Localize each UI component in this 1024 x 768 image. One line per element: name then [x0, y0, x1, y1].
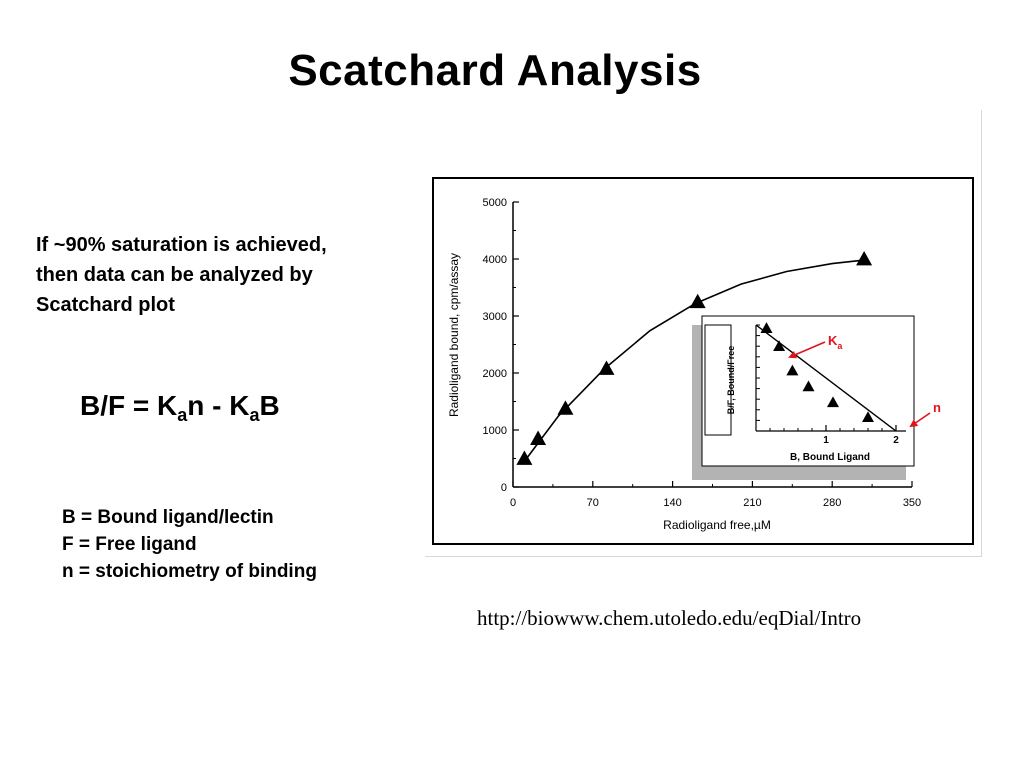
- y-axis-label: Radioligand bound, cpm/assay: [447, 252, 461, 418]
- x-tick-label: 280: [823, 497, 842, 509]
- binding-chart: [425, 110, 981, 556]
- y-tick-label: 4000: [482, 254, 507, 266]
- inset-x-axis-label: B, Bound Ligand: [790, 452, 870, 463]
- inset-x-tick-label: 2: [893, 435, 899, 446]
- scatchard-equation: [80, 390, 280, 426]
- inset-x-tick-label: 1: [823, 435, 829, 446]
- equation-part: B/F = K: [80, 390, 178, 421]
- definitions-list: [62, 504, 317, 585]
- y-tick-label: 3000: [482, 311, 507, 323]
- equation-subscript: a: [249, 405, 260, 425]
- ka-annotation-text: K: [828, 333, 838, 348]
- intro-line: then data can be analyzed by: [36, 264, 313, 286]
- intro-line: Scatchard plot: [36, 294, 175, 316]
- y-tick-label: 2000: [482, 368, 507, 380]
- definition-item: n = stoichiometry of binding: [62, 561, 317, 582]
- inset-y-axis-label: B/F, Bound/Free: [726, 345, 736, 415]
- x-tick-label: 70: [586, 497, 599, 509]
- equation-part: B: [259, 390, 280, 421]
- source-url: http://biowww.chem.utoledo.edu/eqDial/Intro: [477, 606, 862, 630]
- y-tick-label: 1000: [482, 425, 507, 437]
- figure-panel: [425, 110, 982, 557]
- x-tick-label: 0: [509, 497, 517, 509]
- x-tick-label: 350: [902, 497, 922, 509]
- equation-subscript: a: [177, 405, 188, 425]
- intro-text: [36, 230, 426, 320]
- slide-title: Scatchard Analysis: [288, 46, 702, 95]
- equation-part: n - K: [187, 390, 250, 421]
- intro-line: If ~90% saturation is achieved,: [36, 234, 327, 256]
- definition-item: F = Free ligand: [62, 534, 197, 555]
- x-tick-label: 210: [743, 497, 762, 509]
- y-tick-label: 0: [500, 482, 507, 494]
- definition-item: B = Bound ligand/lectin: [62, 507, 274, 528]
- ka-annotation-sub: a: [837, 341, 843, 351]
- x-axis-label: Radioligand free,µM: [663, 518, 771, 532]
- y-tick-label: 5000: [482, 197, 507, 209]
- n-annotation: n: [933, 400, 941, 415]
- x-tick-label: 140: [663, 497, 682, 509]
